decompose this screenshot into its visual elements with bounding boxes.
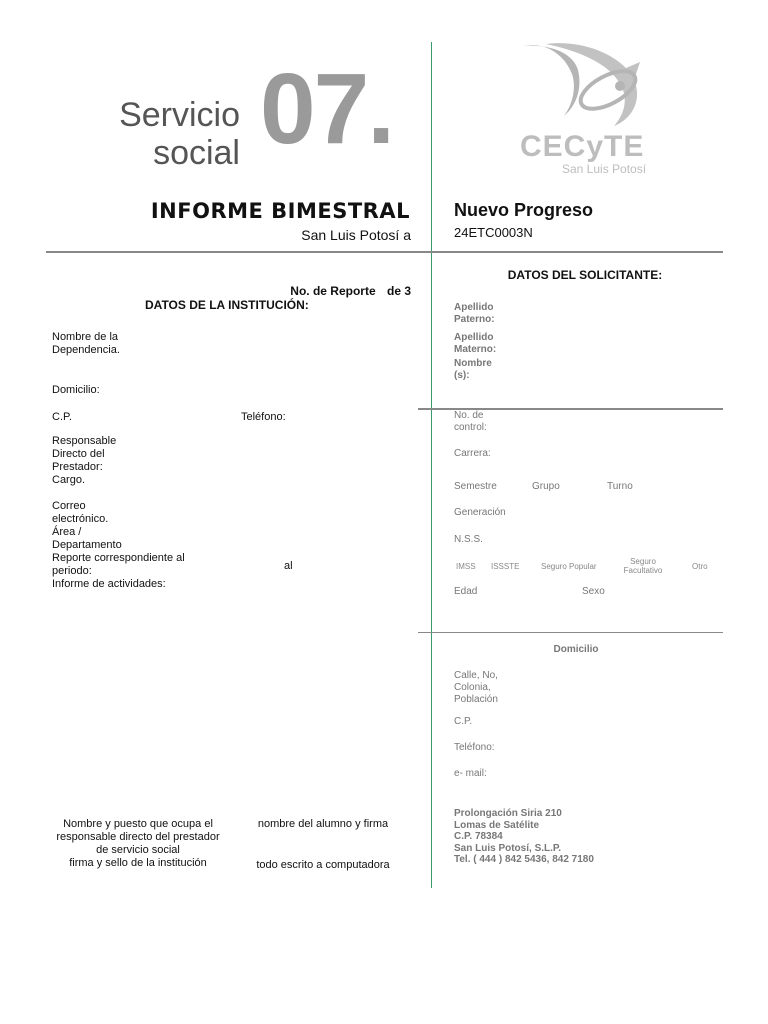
al-label: al bbox=[284, 560, 293, 572]
applicant-rule-2 bbox=[418, 632, 723, 633]
nss-label: N.S.S. bbox=[454, 534, 483, 545]
turno-label: Turno bbox=[607, 481, 633, 492]
address-line3: C.P. 78384 bbox=[454, 831, 503, 842]
seguro-facultativo-option: Seguro Facultativo bbox=[623, 557, 663, 575]
cp-label: C.P. bbox=[52, 411, 72, 423]
imss-option: IMSS bbox=[456, 562, 476, 571]
responsable-label: Responsable Directo del Prestador: Cargo. bbox=[52, 435, 117, 486]
nombre-label: Nombre (s): bbox=[454, 358, 492, 381]
email-label: e- mail: bbox=[454, 768, 487, 779]
no-control-label: No. de control: bbox=[454, 410, 487, 433]
domicilio-label: Domicilio: bbox=[52, 384, 100, 396]
report-number-label bbox=[250, 284, 411, 298]
calle-label: Calle, No, Colonia, Población bbox=[454, 670, 498, 705]
correo-area-label: Correo electrónico. Área / Departamento Reporte correspondiente al periodo: Informe de actividades: bbox=[52, 500, 185, 590]
signature-right-bottom: todo escrito a computadora bbox=[256, 859, 390, 871]
document-title: INFORME BIMESTRAL bbox=[150, 199, 410, 223]
semestre-label: Semestre bbox=[454, 481, 497, 492]
grupo-label: Grupo bbox=[532, 481, 560, 492]
nombre-dependencia-label: Nombre de la Dependencia. bbox=[52, 331, 120, 356]
report-no-label: No. de Reporte bbox=[290, 284, 376, 298]
issste-option: ISSSTE bbox=[491, 562, 520, 571]
domicilio-cp-label: C.P. bbox=[454, 716, 473, 727]
domicilio-block-title: Domicilio bbox=[553, 644, 599, 655]
servicio-line2: social bbox=[153, 134, 240, 172]
school-address bbox=[454, 808, 594, 866]
report-of: de 3 bbox=[386, 284, 411, 298]
seguro-popular-option: Seguro Popular bbox=[541, 562, 597, 571]
address-line4: San Luis Potosí, S.L.P. bbox=[454, 842, 562, 854]
carrera-label: Carrera: bbox=[454, 448, 491, 459]
signature-left: Nombre y puesto que ocupa el responsable directo del prestador de servicio social firma y sello de la institución bbox=[56, 818, 220, 869]
apellido-materno-label: Apellido Materno: bbox=[454, 332, 497, 355]
address-line2: Lomas de Satélite bbox=[454, 819, 540, 831]
signature-right-top: nombre del alumno y firma bbox=[257, 818, 389, 830]
address-line5: Tel. ( 444 ) 842 5436, 842 7180 bbox=[454, 854, 594, 865]
report-number: 07. bbox=[260, 53, 394, 165]
header-rule bbox=[46, 251, 723, 253]
campus-name: Nuevo Progreso bbox=[454, 200, 594, 220]
logo-text: CECyTE bbox=[520, 130, 645, 163]
institution-section-title: DATOS DE LA INSTITUCIÓN: bbox=[145, 298, 309, 312]
edad-label: Edad bbox=[454, 586, 478, 597]
telefono-label: Teléfono: bbox=[241, 411, 286, 423]
domicilio-telefono-label: Teléfono: bbox=[454, 742, 495, 753]
address-line1: Prolongación Siria 210 bbox=[454, 808, 562, 819]
logo-emblem-icon bbox=[516, 40, 656, 140]
servicio-line1: Servicio bbox=[119, 96, 240, 134]
location-date: San Luis Potosí a bbox=[301, 227, 411, 243]
logo-subtext: San Luis Potosí bbox=[562, 162, 647, 176]
servicio-social-title bbox=[60, 96, 240, 172]
cecyte-logo bbox=[516, 40, 656, 180]
applicant-section-title: DATOS DEL SOLICITANTE: bbox=[507, 268, 663, 282]
vertical-divider bbox=[431, 42, 432, 888]
apellido-paterno-label: Apellido Paterno: bbox=[454, 302, 495, 325]
campus-code: 24ETC0003N bbox=[454, 225, 533, 240]
otro-option: Otro bbox=[692, 562, 708, 571]
sexo-label: Sexo bbox=[582, 586, 605, 597]
generacion-label: Generación bbox=[454, 507, 506, 518]
